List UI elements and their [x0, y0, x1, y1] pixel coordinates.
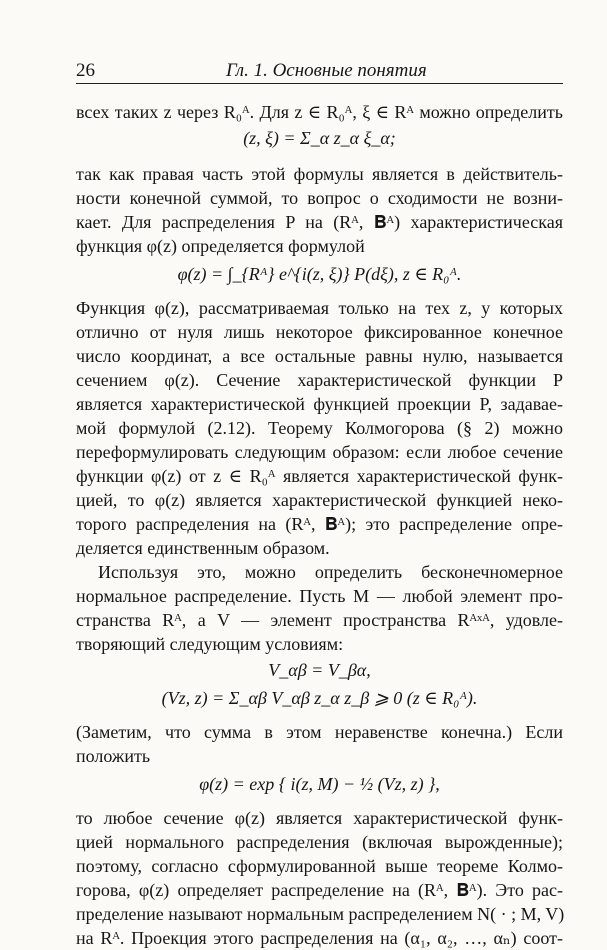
text-line: функции φ(z) от z ∈ R₀ᴬ является характеристической функ-	[76, 466, 563, 486]
text-line: творяющий следующим условиям:	[76, 634, 344, 654]
text-line: цией, то φ(z) является характеристической функцией неко-	[76, 490, 563, 510]
formula-symmetry-condition: V_αβ = V_βα,	[268, 660, 371, 680]
text-line: мой формулой (2.12). Теорему Колмогорова (§ 2) можно	[76, 418, 563, 438]
text-line: торого распределения на (Rᴬ, 𝐁ᴬ); это распределение опре-	[76, 514, 563, 534]
text-line: всех таких z через R₀ᴬ. Для z ∈ R₀ᴬ, ξ ∈ Rᴬ можно определить	[76, 102, 563, 122]
formula-characteristic-function: φ(z) = ∫_{Rᴬ} e^{i(z, ξ)} P(dξ), z ∈ R₀ᴬ.	[177, 264, 462, 284]
page-header	[76, 58, 563, 82]
formula-positive-definite: (Vz, z) = Σ_αβ V_αβ z_α z_β ⩾ 0 (z ∈ R₀ᴬ).	[161, 688, 478, 708]
text-line: сечением φ(z). Сечение характеристической функции P	[76, 370, 563, 390]
text-line: так как правая часть этой формулы является в действитель-	[76, 164, 563, 184]
text-line: пределение называют нормальным распределением N( · ; M, V)	[76, 904, 565, 924]
text-line: деляется единственным образом.	[76, 538, 330, 558]
page-number: 26	[76, 60, 95, 81]
text-line: Используя это, можно определить бесконечномерное	[98, 562, 563, 582]
text-line: отлично от нуля лишь некоторое фиксированное конечное	[76, 322, 563, 342]
text-line: поэтому, согласно сформулированной выше теореме Колмо-	[76, 856, 563, 876]
text-line: на Rᴬ. Проекция этого распределения на (α₁, α₂, …, αₙ) соот-	[76, 928, 563, 948]
text-line: функция φ(z) определяется формулой	[76, 236, 365, 256]
text-line: число координат, а все остальные равны нулю, называется	[76, 346, 563, 366]
text-line: переформулировать следующим образом: если любое сечение	[76, 442, 563, 462]
text-line: положить	[76, 746, 151, 766]
text-line: нормальное распределение. Пусть M — любой элемент про-	[76, 586, 563, 606]
text-line: горова, φ(z) определяет распределение на (Rᴬ, 𝐁ᴬ). Это рас-	[76, 880, 563, 900]
header-rule	[76, 83, 563, 84]
text-line: кает. Для распределения P на (Rᴬ, 𝐁ᴬ) характеристическая	[76, 212, 563, 232]
text-line: странства Rᴬ, а V — элемент пространства Rᴬˣᴬ, удовле-	[76, 610, 563, 630]
text-line: Функция φ(z), рассматриваемая только на тех z, у которых	[76, 298, 563, 318]
text-line: (Заметим, что сумма в этом неравенстве конечна.) Если	[76, 722, 563, 742]
text-line: то любое сечение φ(z) является характеристической функ-	[76, 808, 563, 828]
running-title: Гл. 1. Основные понятия	[226, 60, 427, 81]
formula-inner-product: (z, ξ) = Σ_α z_α ξ_α;	[243, 128, 396, 148]
formula-normal-characteristic-function: φ(z) = exp { i(z, M) − ½ (Vz, z) },	[199, 774, 440, 794]
text-line: ности конечной суммой, то вопрос о сходимости не возни-	[76, 188, 563, 208]
text-line: является характеристической функцией проекции P, задавае-	[76, 394, 563, 414]
text-line: цией нормального распределения (включая вырожденные);	[76, 832, 563, 852]
